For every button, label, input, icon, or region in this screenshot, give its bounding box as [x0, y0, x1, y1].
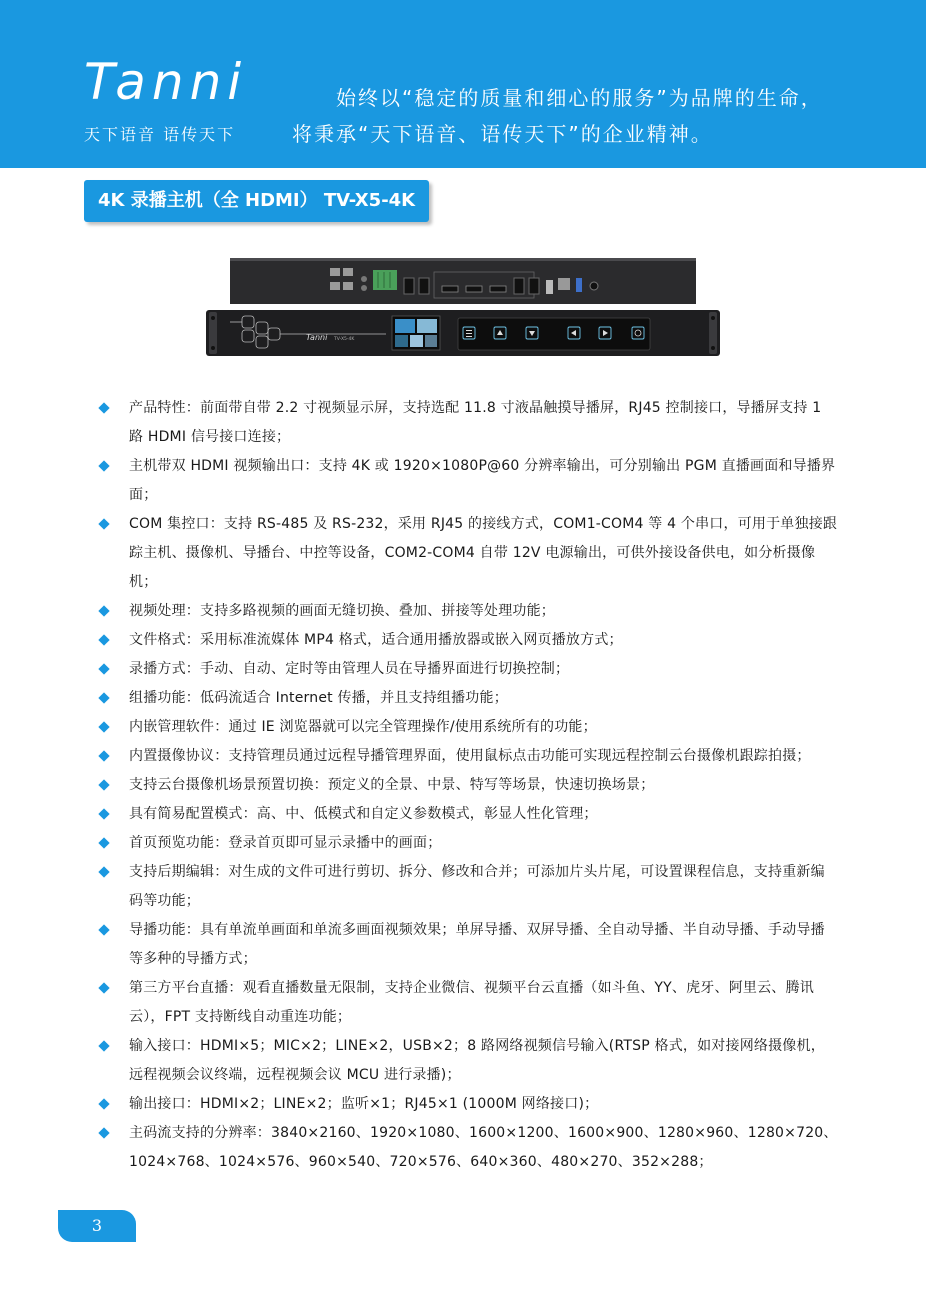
slogan-line-2: 将秉承“天下语音、语传天下”的企业精神。	[292, 122, 713, 146]
feature-text: 内置摄像协议：支持管理员通过远程导播管理界面，使用鼠标点击功能可实现远程控制云台摄像机跟踪拍摄；	[129, 748, 811, 764]
usb-port-icon	[576, 278, 582, 292]
diamond-bullet-icon	[98, 1098, 109, 1109]
diamond-bullet-icon	[98, 692, 109, 703]
list-item	[98, 858, 838, 916]
feature-text: 主码流支持的分辨率：3840×2160、1920×1080、1600×1200、1600×900、1280×960、1280×720、1024×768、1024×576、960×540、720×576、640×360、480×270、352×288；	[129, 1125, 838, 1170]
preview-screen-icon	[392, 316, 440, 350]
diamond-bullet-icon	[98, 460, 109, 471]
rear-panel	[230, 258, 696, 304]
feature-text: 具有简易配置模式：高、中、低模式和自定义参数模式，彰显人性化管理；	[129, 806, 598, 822]
page-header	[0, 0, 926, 168]
diamond-bullet-icon	[98, 982, 109, 993]
diamond-bullet-icon	[98, 1040, 109, 1051]
list-item	[98, 655, 838, 684]
diamond-bullet-icon	[98, 663, 109, 674]
slogan-line-1: 始终以“稳定的质量和细心的服务”为品牌的生命，	[336, 86, 823, 110]
feature-text: 输入接口：HDMI×5；MIC×2；LINE×2，USB×2；8 路网络视频信号输入(RTSP 格式，如对接网络摄像机，远程视频会议终端，远程视频会议 MCU 进行录播)；	[129, 1038, 825, 1083]
list-item	[98, 684, 838, 713]
diamond-bullet-icon	[98, 721, 109, 732]
diamond-bullet-icon	[98, 634, 109, 645]
diamond-bullet-icon	[98, 837, 109, 848]
diamond-bullet-icon	[98, 924, 109, 935]
list-item	[98, 771, 838, 800]
feature-text: COM 集控口：支持 RS-485 及 RS-232，采用 RJ45 的接线方式，COM1-COM4 等 4 个串口，可用于单独接跟踪主机、摄像机、导播台、中控等设备，COM2-COM4 自带 12V 电源输出，可供外接设备供电，如分析摄像机；	[129, 516, 838, 590]
feature-text: 第三方平台直播：观看直播数量无限制，支持企业微信、视频平台云直播（如斗鱼、YY、虎牙、阿里云、腾讯云），FPT 支持断线自动重连功能；	[129, 980, 814, 1025]
list-item	[98, 1119, 838, 1177]
page-number: 3	[58, 1210, 136, 1242]
list-item	[98, 713, 838, 742]
list-item	[98, 510, 838, 597]
diamond-bullet-icon	[98, 402, 109, 413]
product-title: 4K 录播主机（全 HDMI） TV-X5-4K	[84, 180, 429, 222]
diamond-bullet-icon	[98, 808, 109, 819]
feature-text: 首页预览功能：登录首页即可显示录播中的画面；	[129, 835, 442, 851]
feature-text: 支持后期编辑：对生成的文件可进行剪切、拆分、修改和合并；可添加片头片尾，可设置课程信息，支持重新编码等功能；	[129, 864, 825, 909]
list-item	[98, 1090, 838, 1119]
diamond-bullet-icon	[98, 518, 109, 529]
diamond-bullet-icon	[98, 605, 109, 616]
list-item	[98, 626, 838, 655]
feature-text: 文件格式：采用标准流媒体 MP4 格式，适合通用播放器或嵌入网页播放方式；	[129, 632, 623, 648]
diamond-bullet-icon	[98, 779, 109, 790]
list-item	[98, 829, 838, 858]
list-item	[98, 742, 838, 771]
brand-logo: Tanni	[84, 53, 248, 111]
diamond-bullet-icon	[98, 866, 109, 877]
brand-tagline: 天下语音 语传天下	[84, 125, 236, 144]
feature-text: 内嵌管理软件：通过 IE 浏览器就可以完全管理操作/使用系统所有的功能；	[129, 719, 597, 735]
feature-list	[98, 394, 838, 1177]
feature-text: 输出接口：HDMI×2；LINE×2；监听×1；RJ45×1 (1000M 网络接口)；	[129, 1096, 599, 1112]
feature-text: 录播方式：手动、自动、定时等由管理人员在导播界面进行切换控制；	[129, 661, 570, 677]
list-item	[98, 1032, 838, 1090]
feature-text: 主机带双 HDMI 视频输出口：支持 4K 或 1920×1080P@60 分辨率输出，可分别输出 PGM 直播画面和导播界面；	[129, 458, 836, 503]
feature-text: 视频处理：支持多路视频的画面无缝切换、叠加、拼接等处理功能；	[129, 603, 555, 619]
diamond-bullet-icon	[98, 750, 109, 761]
front-logo: Tanni	[306, 333, 328, 342]
product-image	[206, 256, 720, 356]
list-item	[98, 394, 838, 452]
button-strip	[458, 318, 650, 350]
feature-text: 组播功能：低码流适合 Internet 传播，并且支持组播功能；	[129, 690, 508, 706]
feature-text: 支持云台摄像机场景预置切换：预定义的全景、中景、特写等场景，快速切换场景；	[129, 777, 655, 793]
list-item	[98, 974, 838, 1032]
terminal-block-icon	[373, 270, 397, 290]
list-item	[98, 597, 838, 626]
list-item	[98, 800, 838, 829]
front-model: TV-X5-4K	[334, 337, 355, 342]
list-item	[98, 452, 838, 510]
power-jack-icon	[590, 282, 598, 290]
diamond-bullet-icon	[98, 1127, 109, 1138]
list-item	[98, 916, 838, 974]
feature-text: 导播功能：具有单流单画面和单流多画面视频效果；单屏导播、双屏导播、全自动导播、半自动导播、手动导播等多种的导播方式；	[129, 922, 825, 967]
feature-text: 产品特性：前面带自带 2.2 寸视频显示屏，支持选配 11.8 寸液晶触摸导播屏，RJ45 控制接口，导播屏支持 1 路 HDMI 信号接口连接；	[129, 400, 822, 445]
